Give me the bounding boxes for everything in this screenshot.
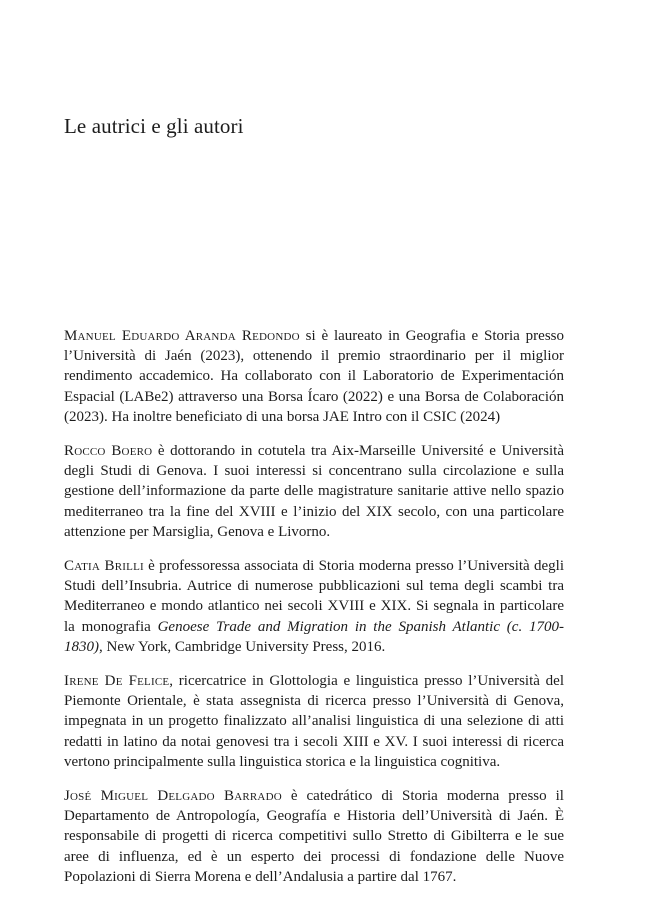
bio-aranda-redondo xyxy=(64,326,564,427)
bio-delgado-barrado xyxy=(64,786,564,887)
bio-text: , ricercatrice in Glottologia e linguistica presso l’Università del Piemonte Orientale, è stata assegnista di ricerca presso l’Università di Genova, impegnata in un progetto finalizzato all’analisi linguistica di una selezione di atti redatti in latino da notai genovesi tra i secoli XIII e XV. I suoi interessi di ricerca vertono principalmente sulla linguistica storica e la linguistica cognitiva. xyxy=(64,673,564,770)
bio-text: è dottorando in cotutela tra Aix-Marseille Université e Università degli Studi di Genova. I suoi interessi si concentrano sulla circolazione e sulla gestione dell’informazione da parte delle magistrature sanitarie attive nello spazio mediterraneo tra la fine del XVIII e l’inizio del XIX secolo, con una particolare attenzione per Marsiglia, Genova e Livorno. xyxy=(64,443,565,540)
author-name: Irene De Felice xyxy=(64,673,170,690)
bio-brilli xyxy=(64,556,564,657)
bio-de-felice xyxy=(64,671,564,772)
author-name: Catia Brilli xyxy=(64,558,144,575)
page-title: Le autrici e gli autori xyxy=(64,114,244,138)
author-bios xyxy=(64,326,564,901)
book-title: Genoese Trade and Migration in the Spanish Atlantic (c. 1700-1830) xyxy=(64,618,564,655)
author-name: Manuel Eduardo Aranda Redondo xyxy=(64,328,300,344)
bio-text-after: , New York, Cambridge University Press, 2016. xyxy=(99,638,386,655)
author-name: José Miguel Delgado Barrado xyxy=(64,788,282,805)
bio-text: si è laureato in Geografia e Storia presso l’Università di Jaén (2023), ottenendo il premio straordinario per il miglior rendimento accademico. Ha collaborato con il Laboratorio de Experimentación Espacial (LABe2) attraverso una Borsa Ícaro (2022) e una Borsa de Colaboración (2023). Ha inoltre beneficiato di una borsa JAE Intro con il CSIC (2024) xyxy=(64,328,564,425)
bio-text: è professoressa associata di Storia moderna presso l’Università degli Studi dell’Insubria. Autrice di numerose pubblicazioni sul tema degli scambi tra Mediterraneo e mondo atlantico nei secoli XVIII e XIX. Si segnala in particolare la monografia xyxy=(64,558,564,635)
author-name: Rocco Boero xyxy=(64,443,153,460)
bio-text: è catedrático di Storia moderna presso il Departamento de Antropología, Geografía e Historia dell’Università di Jaén. È responsabile di progetti di ricerca competitivi sullo Stretto di Gibilterra e le sue aree di influenza, ed è un esperto dei processi di fondazione delle Nuove Popolazioni di Sierra Morena e dell’Andalusia a partire dal 1767. xyxy=(64,788,564,885)
bio-boero xyxy=(64,441,564,542)
